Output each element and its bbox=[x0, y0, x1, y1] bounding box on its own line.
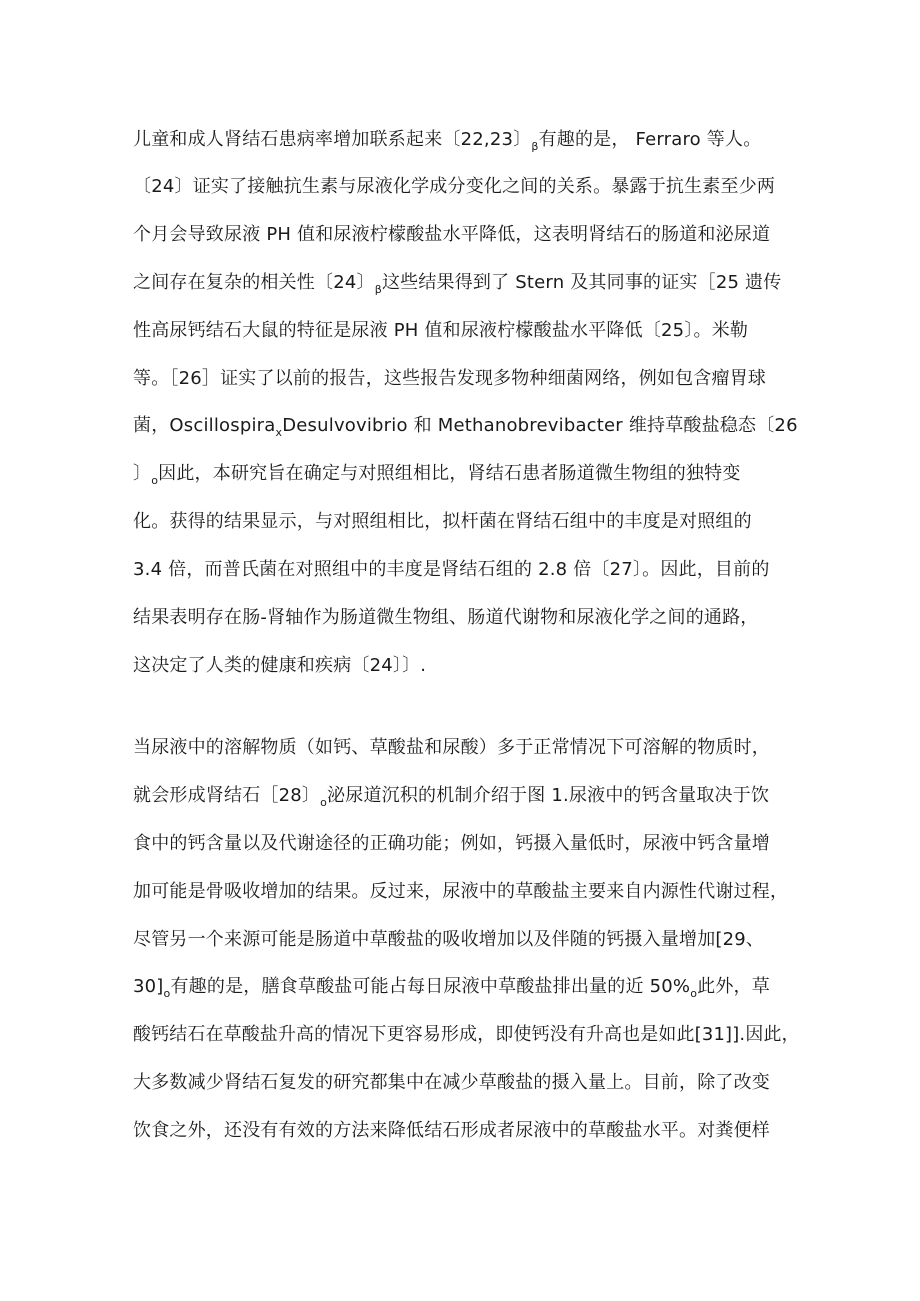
text-line bbox=[133, 1116, 770, 1146]
text-segment: 当尿液中的溶解物质（如钙、草酸盐和尿酸）多于正常情况下可溶解的物质时， bbox=[133, 737, 770, 758]
text-segment: 性高尿钙结石大鼠的特征是尿液 PH 值和尿液柠檬酸盐水平降低〔25〕。米勒 bbox=[133, 320, 749, 341]
text-line bbox=[133, 316, 748, 346]
text-line bbox=[133, 733, 770, 763]
text-line bbox=[133, 603, 759, 633]
text-segment: 食中的钙含量以及代谢途径的正确功能；例如，钙摄入量低时，尿液中钙含量增 bbox=[133, 833, 770, 854]
text-segment: 3.4 倍，而普氏菌在对照组中的丰度是肾结石组的 2.8 倍〔27〕。因此，目前的 bbox=[133, 559, 770, 580]
text-segment: 泌尿道沉积的机制介绍于图 1.尿液中的钙含量取决于饮 bbox=[327, 785, 770, 806]
subscript-o: o bbox=[163, 987, 171, 1000]
text-segment: 〕 bbox=[133, 463, 152, 484]
text-segment: 有趣的是， Ferraro 等人。 bbox=[538, 129, 762, 150]
text-segment: 这决定了人类的健康和疾病〔24〕〕. bbox=[133, 655, 427, 676]
text-segment: 有趣的是，膳食草酸盐可能占每日尿液中草酸盐排出量的近 50% bbox=[170, 976, 691, 997]
subscript-x: x bbox=[275, 426, 283, 439]
text-line bbox=[133, 781, 769, 811]
subscript-o: o bbox=[320, 796, 328, 809]
text-segment: 30] bbox=[133, 976, 164, 997]
text-line bbox=[133, 172, 775, 202]
text-segment: 儿童和成人肾结石患病率增加联系起来〔22,23〕 bbox=[133, 129, 532, 150]
subscript-beta: β bbox=[374, 283, 382, 296]
text-segment: 加可能是骨吸收增加的结果。反过来，尿液中的草酸盐主要来自内源性代谢过程， bbox=[133, 881, 789, 902]
text-segment: 因此，本研究旨在确定与对照组相比，肾结石患者肠道微生物组的独特变 bbox=[158, 463, 741, 484]
text-segment: 酸钙结石在草酸盐升高的情况下更容易形成，即使钙没有升高也是如此[31]].因此， bbox=[133, 1024, 800, 1045]
text-segment: 菌，Oscillospira bbox=[133, 415, 276, 436]
text-line bbox=[133, 364, 766, 394]
text-line bbox=[133, 877, 788, 907]
text-line bbox=[133, 829, 770, 859]
text-line bbox=[133, 555, 770, 585]
text-segment: 个月会导致尿液 PH 值和尿液柠檬酸盐水平降低，这表明肾结石的肠道和泌尿道 bbox=[133, 224, 771, 245]
text-segment: 结果表明存在肠-肾轴作为肠道微生物组、肠道代谢物和尿液化学之间的通路， bbox=[133, 607, 759, 628]
text-line bbox=[133, 125, 761, 155]
text-segment: 就会形成肾结石［28〕 bbox=[133, 785, 321, 806]
text-segment: 化。获得的结果显示，与对照组相比，拟杆菌在肾结石组中的丰度是对照组的 bbox=[133, 511, 752, 532]
subscript-beta: β bbox=[531, 140, 539, 153]
text-line bbox=[133, 1068, 770, 1098]
text-line bbox=[133, 507, 752, 537]
text-line bbox=[133, 268, 781, 298]
text-segment: 大多数减少肾结石复发的研究都集中在减少草酸盐的摄入量上。目前，除了改变 bbox=[133, 1072, 770, 1093]
text-segment: 饮食之外，还没有有效的方法来降低结石形成者尿液中的草酸盐水平。对粪便样 bbox=[133, 1120, 770, 1141]
subscript-o: o bbox=[151, 474, 159, 487]
text-line bbox=[133, 220, 770, 250]
text-line bbox=[133, 411, 798, 441]
text-line bbox=[133, 925, 764, 955]
text-segment: 尽管另一个来源可能是肠道中草酸盐的吸收增加以及伴随的钙摄入量增加[29、 bbox=[133, 929, 765, 950]
text-line bbox=[133, 651, 426, 681]
text-segment: 此外，草 bbox=[697, 976, 770, 997]
text-line bbox=[133, 1020, 800, 1050]
text-line bbox=[133, 459, 741, 489]
text-segment: 等。［26］证实了以前的报告，这些报告发现多物种细菌网络，例如包含瘤胃球 bbox=[133, 368, 767, 389]
subscript-o: o bbox=[690, 987, 698, 1000]
text-line bbox=[133, 972, 770, 1002]
text-segment: 〔24〕证实了接触抗生素与尿液化学成分变化之间的关系。暴露于抗生素至少两 bbox=[133, 176, 776, 197]
text-segment: 这些结果得到了 Stern 及其同事的证实［25 遗传 bbox=[381, 272, 782, 293]
text-segment: Desulvovibrio 和 Methanobrevibacter 维持草酸盐稳态〔26 bbox=[282, 415, 798, 436]
text-segment: 之间存在复杂的相关性〔24〕 bbox=[133, 272, 375, 293]
